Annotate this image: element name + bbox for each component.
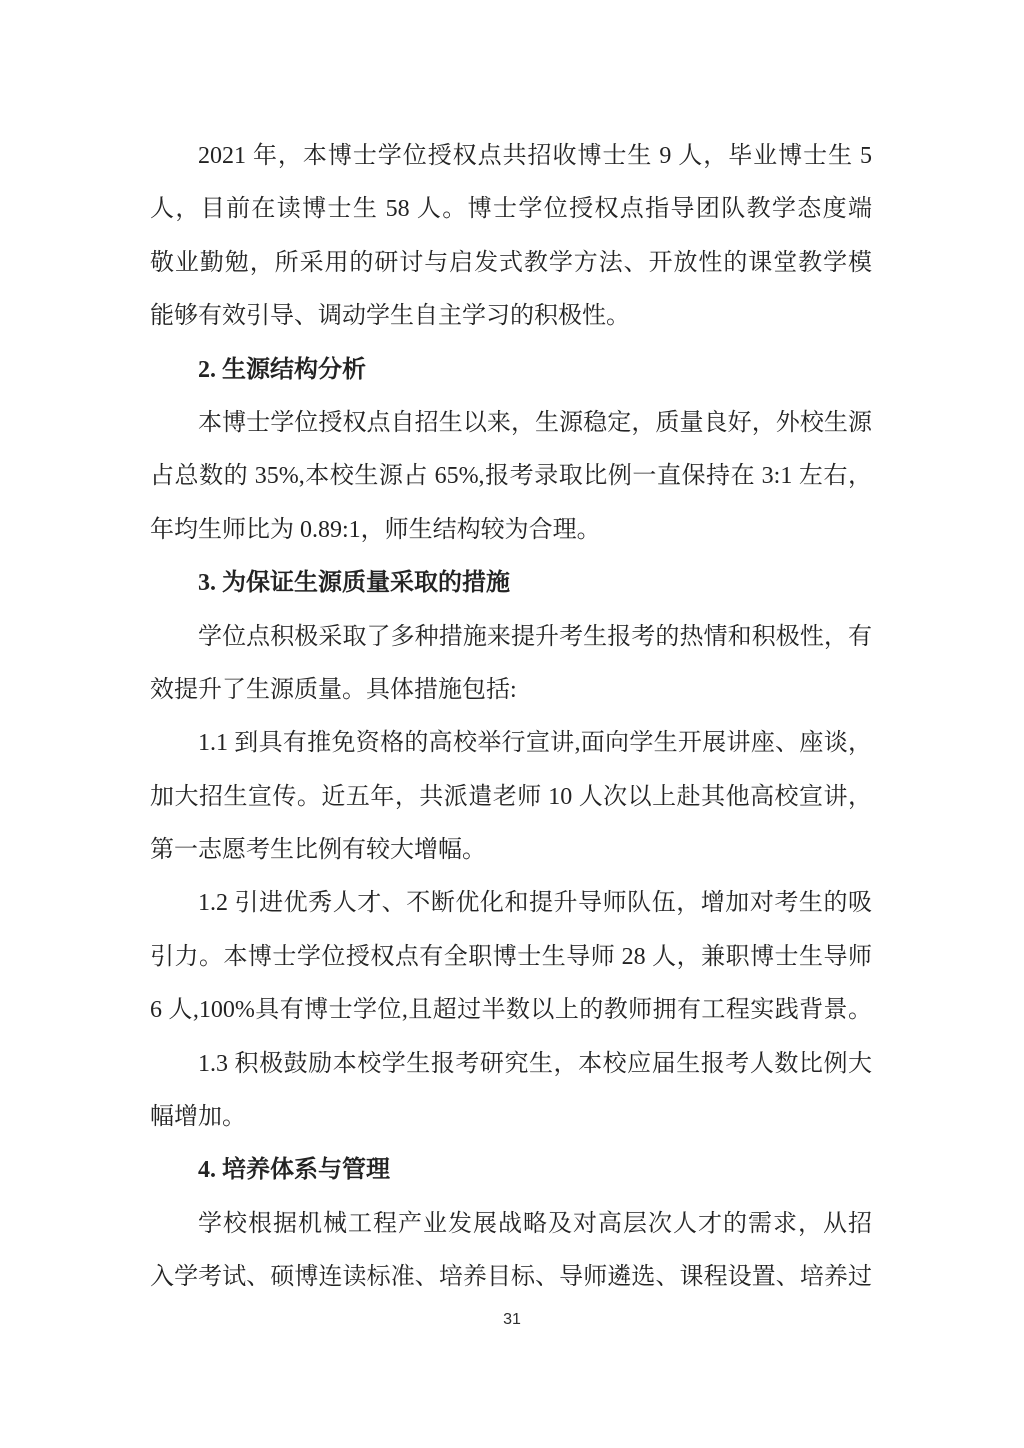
text-line: 6 人,100%具有博士学位,且超过半数以上的教师拥有工程实践背景。	[150, 997, 872, 1024]
text-line: 效提升了生源质量。具体措施包括:	[150, 676, 517, 703]
page-number: 31	[503, 1311, 521, 1328]
text-line: 1.2 引进优秀人才、不断优化和提升导师队伍，增加对考生的吸	[198, 890, 872, 917]
heading-line: 2. 生源结构分析	[198, 356, 366, 383]
text-line: 本博士学位授权点自招生以来，生源稳定，质量良好，外校生源	[198, 409, 872, 436]
text-line: 1.1 到具有推免资格的高校举行宣讲,面向学生开展讲座、座谈，	[198, 730, 872, 757]
paragraph	[150, 877, 872, 1037]
text-line: 入学考试、硕博连读标准、培养目标、导师遴选、课程设置、培养过	[150, 1264, 872, 1291]
text-line: 学位点积极采取了多种措施来提升考生报考的热情和积极性，有	[198, 623, 872, 650]
text-line: 学校根据机械工程产业发展战略及对高层次人才的需求，从招	[198, 1210, 872, 1237]
text-line: 人，目前在读博士生 58 人。博士学位授权点指导团队教学态度端	[150, 196, 872, 223]
text-line: 能够有效引导、调动学生自主学习的积极性。	[150, 303, 630, 330]
paragraph	[150, 611, 872, 718]
paragraph	[150, 1198, 872, 1305]
text-line: 1.3 积极鼓励本校学生报考研究生，本校应届生报考人数比例大	[198, 1050, 872, 1077]
text-line: 占总数的 35%,本校生源占 65%,报考录取比例一直保持在 3:1 左右，	[150, 463, 872, 490]
heading-line: 3. 为保证生源质量采取的措施	[198, 570, 510, 597]
text-line: 幅增加。	[150, 1104, 246, 1131]
page-body	[150, 130, 872, 1305]
text-line: 引力。本博士学位授权点有全职博士生导师 28 人，兼职博士生导师	[150, 943, 872, 970]
paragraph	[150, 1038, 872, 1145]
section-heading	[150, 344, 872, 397]
heading-line: 4. 培养体系与管理	[198, 1157, 390, 1184]
text-line: 2021 年，本博士学位授权点共招收博士生 9 人，毕业博士生 5	[198, 143, 872, 169]
paragraph	[150, 130, 872, 344]
section-heading	[150, 1144, 872, 1197]
paragraph	[150, 717, 872, 877]
text-line: 年均生师比为 0.89:1，师生结构较为合理。	[150, 516, 601, 543]
section-heading	[150, 557, 872, 610]
text-line: 加大招生宣传。近五年，共派遣老师 10 人次以上赴其他高校宣讲，	[150, 783, 872, 810]
paragraph	[150, 397, 872, 557]
text-line: 敬业勤勉，所采用的研讨与启发式教学方法、开放性的课堂教学模	[150, 249, 872, 276]
text-line: 第一志愿考生比例有较大增幅。	[150, 837, 486, 864]
